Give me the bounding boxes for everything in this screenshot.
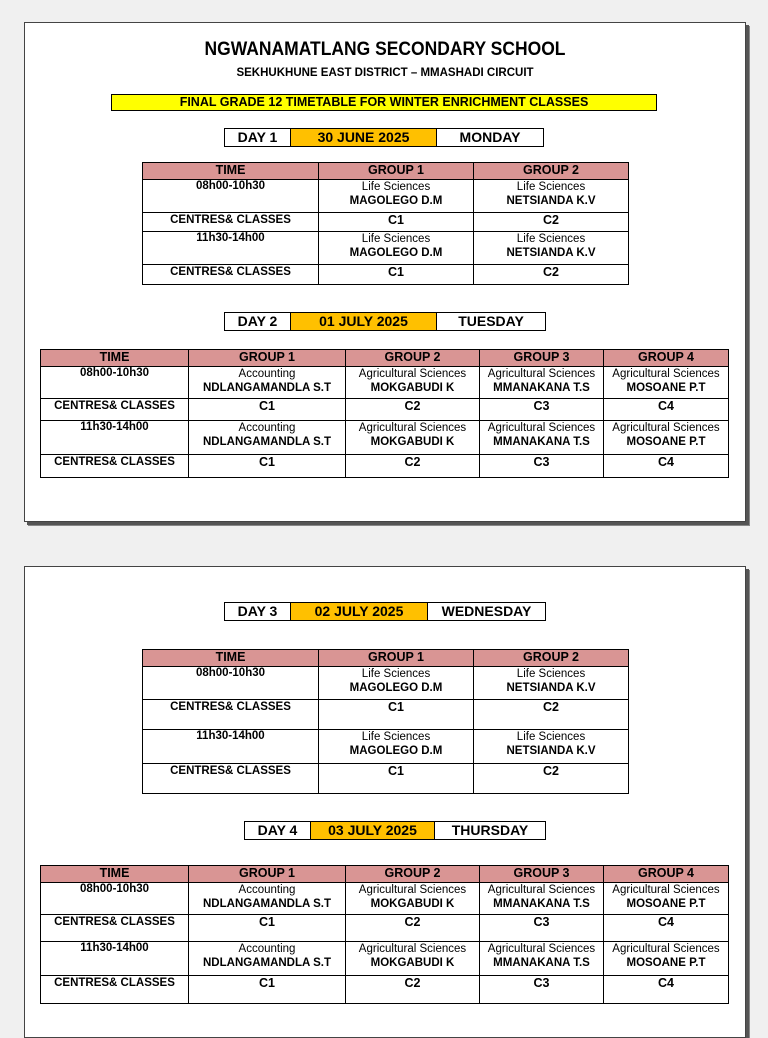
time-slot: 08h00-10h30	[41, 883, 189, 915]
time-slot: 08h00-10h30	[41, 367, 189, 399]
room-cell: C2	[474, 213, 629, 232]
teacher: MOSOANE P.T	[626, 957, 706, 969]
day-1-header	[224, 128, 544, 147]
table-row	[143, 667, 629, 700]
teacher: MOSOANE P.T	[626, 382, 706, 394]
school-name: NGWANAMATLANG SECONDARY SCHOOL	[204, 39, 566, 60]
subject: Life Sciences	[361, 181, 431, 193]
group-header: GROUP 2	[346, 350, 480, 367]
day-weekday: MONDAY	[459, 129, 521, 145]
table-row	[41, 455, 729, 478]
time-slot: 11h30-14h00	[143, 730, 319, 764]
room-cell: C3	[480, 915, 604, 942]
group-header: GROUP 3	[480, 350, 604, 367]
session-cell	[474, 730, 629, 764]
time-slot: 11h30-14h00	[143, 232, 319, 265]
room-cell: C3	[480, 455, 604, 478]
subject: Accounting	[238, 884, 296, 896]
teacher: NDLANGAMANDLA S.T	[203, 436, 331, 448]
subject: Accounting	[238, 943, 296, 955]
room-cell: C1	[319, 265, 474, 285]
centres-label: CENTRES& CLASSES	[41, 399, 189, 421]
teacher: MOSOANE P.T	[626, 436, 706, 448]
room-cell: C3	[480, 976, 604, 1004]
group-header: GROUP 2	[474, 650, 629, 667]
room-cell: C2	[346, 915, 480, 942]
day-3-header	[224, 602, 546, 621]
day-weekday: TUESDAY	[458, 313, 524, 329]
teacher: MOKGABUDI K	[370, 382, 455, 394]
session-cell	[474, 232, 629, 265]
day-weekday: THURSDAY	[451, 822, 529, 838]
teacher: MAGOLEGO D.M	[349, 682, 443, 694]
table-row	[41, 883, 729, 915]
session-cell	[189, 883, 346, 915]
day-weekday: WEDNESDAY	[441, 603, 532, 619]
session-cell	[604, 367, 729, 399]
session-cell	[319, 730, 474, 764]
day-label: DAY 3	[225, 603, 291, 620]
room-cell: C2	[346, 399, 480, 421]
teacher: NDLANGAMANDLA S.T	[203, 898, 331, 910]
session-cell	[189, 942, 346, 976]
session-cell	[346, 367, 480, 399]
teacher: MAGOLEGO D.M	[349, 247, 443, 259]
teacher: MMANAKANA T.S	[493, 436, 590, 448]
teacher: MAGOLEGO D.M	[349, 745, 443, 757]
day-label: DAY 4	[245, 822, 311, 839]
room-cell: C4	[604, 399, 729, 421]
session-cell	[319, 232, 474, 265]
subject: Life Sciences	[361, 731, 431, 743]
session-cell	[346, 942, 480, 976]
table-row	[143, 180, 629, 213]
day-4-table	[40, 865, 729, 1004]
table-row	[41, 421, 729, 455]
centres-label: CENTRES& CLASSES	[41, 915, 189, 942]
time-header: TIME	[143, 163, 319, 180]
subject: Agricultural Sciences	[612, 943, 720, 955]
subject: Life Sciences	[361, 233, 431, 245]
subject: Life Sciences	[516, 233, 586, 245]
time-slot: 11h30-14h00	[41, 942, 189, 976]
teacher: MOKGABUDI K	[370, 436, 455, 448]
table-header-row	[41, 350, 729, 367]
table-row	[143, 232, 629, 265]
day-date: 03 JULY 2025	[311, 822, 435, 839]
table-row	[41, 942, 729, 976]
district-circuit: SEKHUKHUNE EAST DISTRICT – MMASHADI CIRCUIT	[236, 67, 534, 79]
time-slot: 08h00-10h30	[143, 180, 319, 213]
subject: Agricultural Sciences	[612, 422, 720, 434]
teacher: NETSIANDA K.V	[506, 195, 596, 207]
session-cell	[604, 942, 729, 976]
group-header: GROUP 2	[474, 163, 629, 180]
time-slot: 08h00-10h30	[143, 667, 319, 700]
subject: Accounting	[238, 422, 296, 434]
room-cell: C1	[319, 213, 474, 232]
session-cell	[604, 883, 729, 915]
subject: Life Sciences	[516, 731, 586, 743]
table-row	[143, 730, 629, 764]
centres-label: CENTRES& CLASSES	[41, 976, 189, 1004]
session-cell	[346, 421, 480, 455]
table-header-row	[41, 866, 729, 883]
room-cell: C4	[604, 976, 729, 1004]
room-cell: C2	[346, 976, 480, 1004]
centres-label: CENTRES& CLASSES	[143, 213, 319, 232]
subject: Agricultural Sciences	[358, 368, 467, 380]
room-cell: C1	[189, 399, 346, 421]
centres-label: CENTRES& CLASSES	[143, 265, 319, 285]
day-1-table	[142, 162, 629, 285]
timetable-page-1	[24, 22, 746, 522]
teacher: NETSIANDA K.V	[506, 682, 596, 694]
teacher: MOKGABUDI K	[370, 898, 455, 910]
table-row	[143, 700, 629, 730]
group-header: GROUP 1	[189, 350, 346, 367]
day-3-table	[142, 649, 629, 794]
session-cell	[319, 180, 474, 213]
group-header: GROUP 1	[319, 650, 474, 667]
teacher: MMANAKANA T.S	[493, 382, 590, 394]
table-row	[41, 367, 729, 399]
subject: Life Sciences	[361, 668, 431, 680]
group-header: GROUP 2	[346, 866, 480, 883]
day-date: 01 JULY 2025	[291, 313, 437, 330]
table-row	[41, 399, 729, 421]
subject: Agricultural Sciences	[358, 943, 467, 955]
subject: Life Sciences	[516, 668, 586, 680]
subject: Agricultural Sciences	[612, 368, 720, 380]
timetable-page-2	[24, 566, 746, 1038]
teacher: MOKGABUDI K	[370, 957, 455, 969]
subject: Accounting	[238, 368, 296, 380]
subject: Agricultural Sciences	[612, 884, 720, 896]
table-row	[143, 764, 629, 794]
group-header: GROUP 3	[480, 866, 604, 883]
room-cell: C2	[474, 764, 629, 794]
session-cell	[474, 667, 629, 700]
day-date: 02 JULY 2025	[291, 603, 428, 620]
table-header-row	[143, 650, 629, 667]
centres-label: CENTRES& CLASSES	[143, 700, 319, 730]
room-cell: C1	[189, 455, 346, 478]
day-4-header	[244, 821, 546, 840]
subject: Agricultural Sciences	[487, 884, 596, 896]
teacher: MOSOANE P.T	[626, 898, 706, 910]
room-cell: C1	[189, 915, 346, 942]
subject: Agricultural Sciences	[487, 943, 596, 955]
table-header-row	[143, 163, 629, 180]
session-cell	[319, 667, 474, 700]
session-cell	[189, 367, 346, 399]
time-header: TIME	[143, 650, 319, 667]
table-row	[41, 976, 729, 1004]
centres-label: CENTRES& CLASSES	[143, 764, 319, 794]
day-date: 30 JUNE 2025	[291, 129, 437, 146]
session-cell	[480, 942, 604, 976]
session-cell	[480, 883, 604, 915]
teacher: NETSIANDA K.V	[506, 247, 596, 259]
subject: Agricultural Sciences	[358, 884, 467, 896]
session-cell	[346, 883, 480, 915]
teacher: NETSIANDA K.V	[506, 745, 596, 757]
session-cell	[604, 421, 729, 455]
table-row	[41, 915, 729, 942]
timetable-banner: FINAL GRADE 12 TIMETABLE FOR WINTER ENRICHMENT CLASSES	[111, 94, 657, 111]
group-header: GROUP 4	[604, 866, 729, 883]
day-label: DAY 1	[225, 129, 291, 146]
teacher: MMANAKANA T.S	[493, 957, 590, 969]
subject: Life Sciences	[516, 181, 586, 193]
table-row	[143, 265, 629, 285]
subject: Agricultural Sciences	[487, 368, 596, 380]
time-header: TIME	[41, 350, 189, 367]
room-cell: C2	[474, 700, 629, 730]
session-cell	[474, 180, 629, 213]
day-2-table	[40, 349, 729, 478]
teacher: NDLANGAMANDLA S.T	[203, 382, 331, 394]
session-cell	[480, 367, 604, 399]
teacher: NDLANGAMANDLA S.T	[203, 957, 331, 969]
room-cell: C1	[319, 764, 474, 794]
room-cell: C4	[604, 915, 729, 942]
teacher: MMANAKANA T.S	[493, 898, 590, 910]
session-cell	[189, 421, 346, 455]
room-cell: C2	[474, 265, 629, 285]
room-cell: C1	[319, 700, 474, 730]
group-header: GROUP 1	[319, 163, 474, 180]
room-cell: C3	[480, 399, 604, 421]
time-header: TIME	[41, 866, 189, 883]
day-label: DAY 2	[225, 313, 291, 330]
subject: Agricultural Sciences	[358, 422, 467, 434]
day-2-header	[224, 312, 546, 331]
table-row	[143, 213, 629, 232]
group-header: GROUP 1	[189, 866, 346, 883]
room-cell: C4	[604, 455, 729, 478]
group-header: GROUP 4	[604, 350, 729, 367]
session-cell	[480, 421, 604, 455]
room-cell: C1	[189, 976, 346, 1004]
teacher: MAGOLEGO D.M	[349, 195, 443, 207]
room-cell: C2	[346, 455, 480, 478]
subject: Agricultural Sciences	[487, 422, 596, 434]
time-slot: 11h30-14h00	[41, 421, 189, 455]
centres-label: CENTRES& CLASSES	[41, 455, 189, 478]
